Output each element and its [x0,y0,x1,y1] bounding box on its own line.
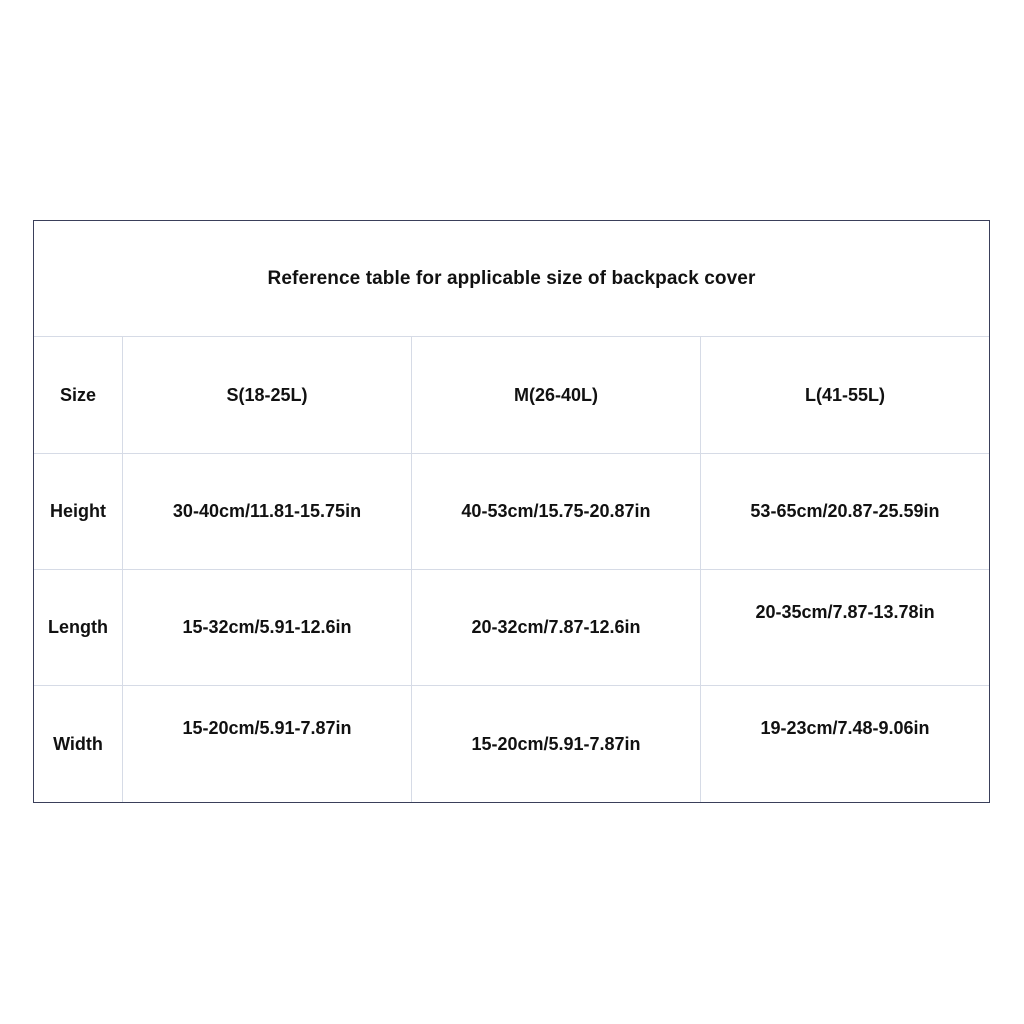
row-width-label: Width [53,733,103,754]
table-cell: 15-32cm/5.91-12.6in [182,617,352,637]
row-height-l [701,454,989,570]
header-col-m [412,337,701,454]
table-grid [34,337,989,802]
row-width-l [701,686,989,802]
row-width-s [123,686,412,802]
table-title: Reference table for applicable size of backpack cover [267,267,756,289]
table-cell: 19-23cm/7.48-9.06in [760,718,930,738]
header-col-m-label: M(26-40L) [513,384,598,405]
header-size-label-cell [34,337,123,454]
table-cell: 53-65cm/20.87-25.59in [750,501,940,521]
header-col-s-label: S(18-25L) [226,384,308,405]
row-length-l [701,570,989,686]
table-cell: 15-20cm/5.91-7.87in [182,718,352,738]
table-cell: 40-53cm/15.75-20.87in [461,501,651,521]
row-length-label: Length [48,617,108,637]
row-width-m [412,686,701,802]
table-cell: 20-32cm/7.87-12.6in [471,617,641,637]
row-height-label-cell [34,454,123,570]
table-cell: 20-35cm/7.87-13.78in [755,602,935,622]
row-length-s [123,570,412,686]
row-width-label-cell [34,686,123,802]
table-cell: 30-40cm/11.81-15.75in [172,501,362,521]
row-height-label: Height [50,501,106,521]
header-col-s [123,337,412,454]
row-length-m [412,570,701,686]
header-size-label: Size [59,384,97,405]
header-col-l [701,337,989,454]
row-height-m [412,454,701,570]
row-height-s [123,454,412,570]
row-length-label-cell [34,570,123,686]
table-title-row [34,221,989,337]
header-col-l-label: L(41-55L) [804,384,885,405]
table-cell: 15-20cm/5.91-7.87in [471,733,641,754]
size-reference-table [33,220,990,803]
